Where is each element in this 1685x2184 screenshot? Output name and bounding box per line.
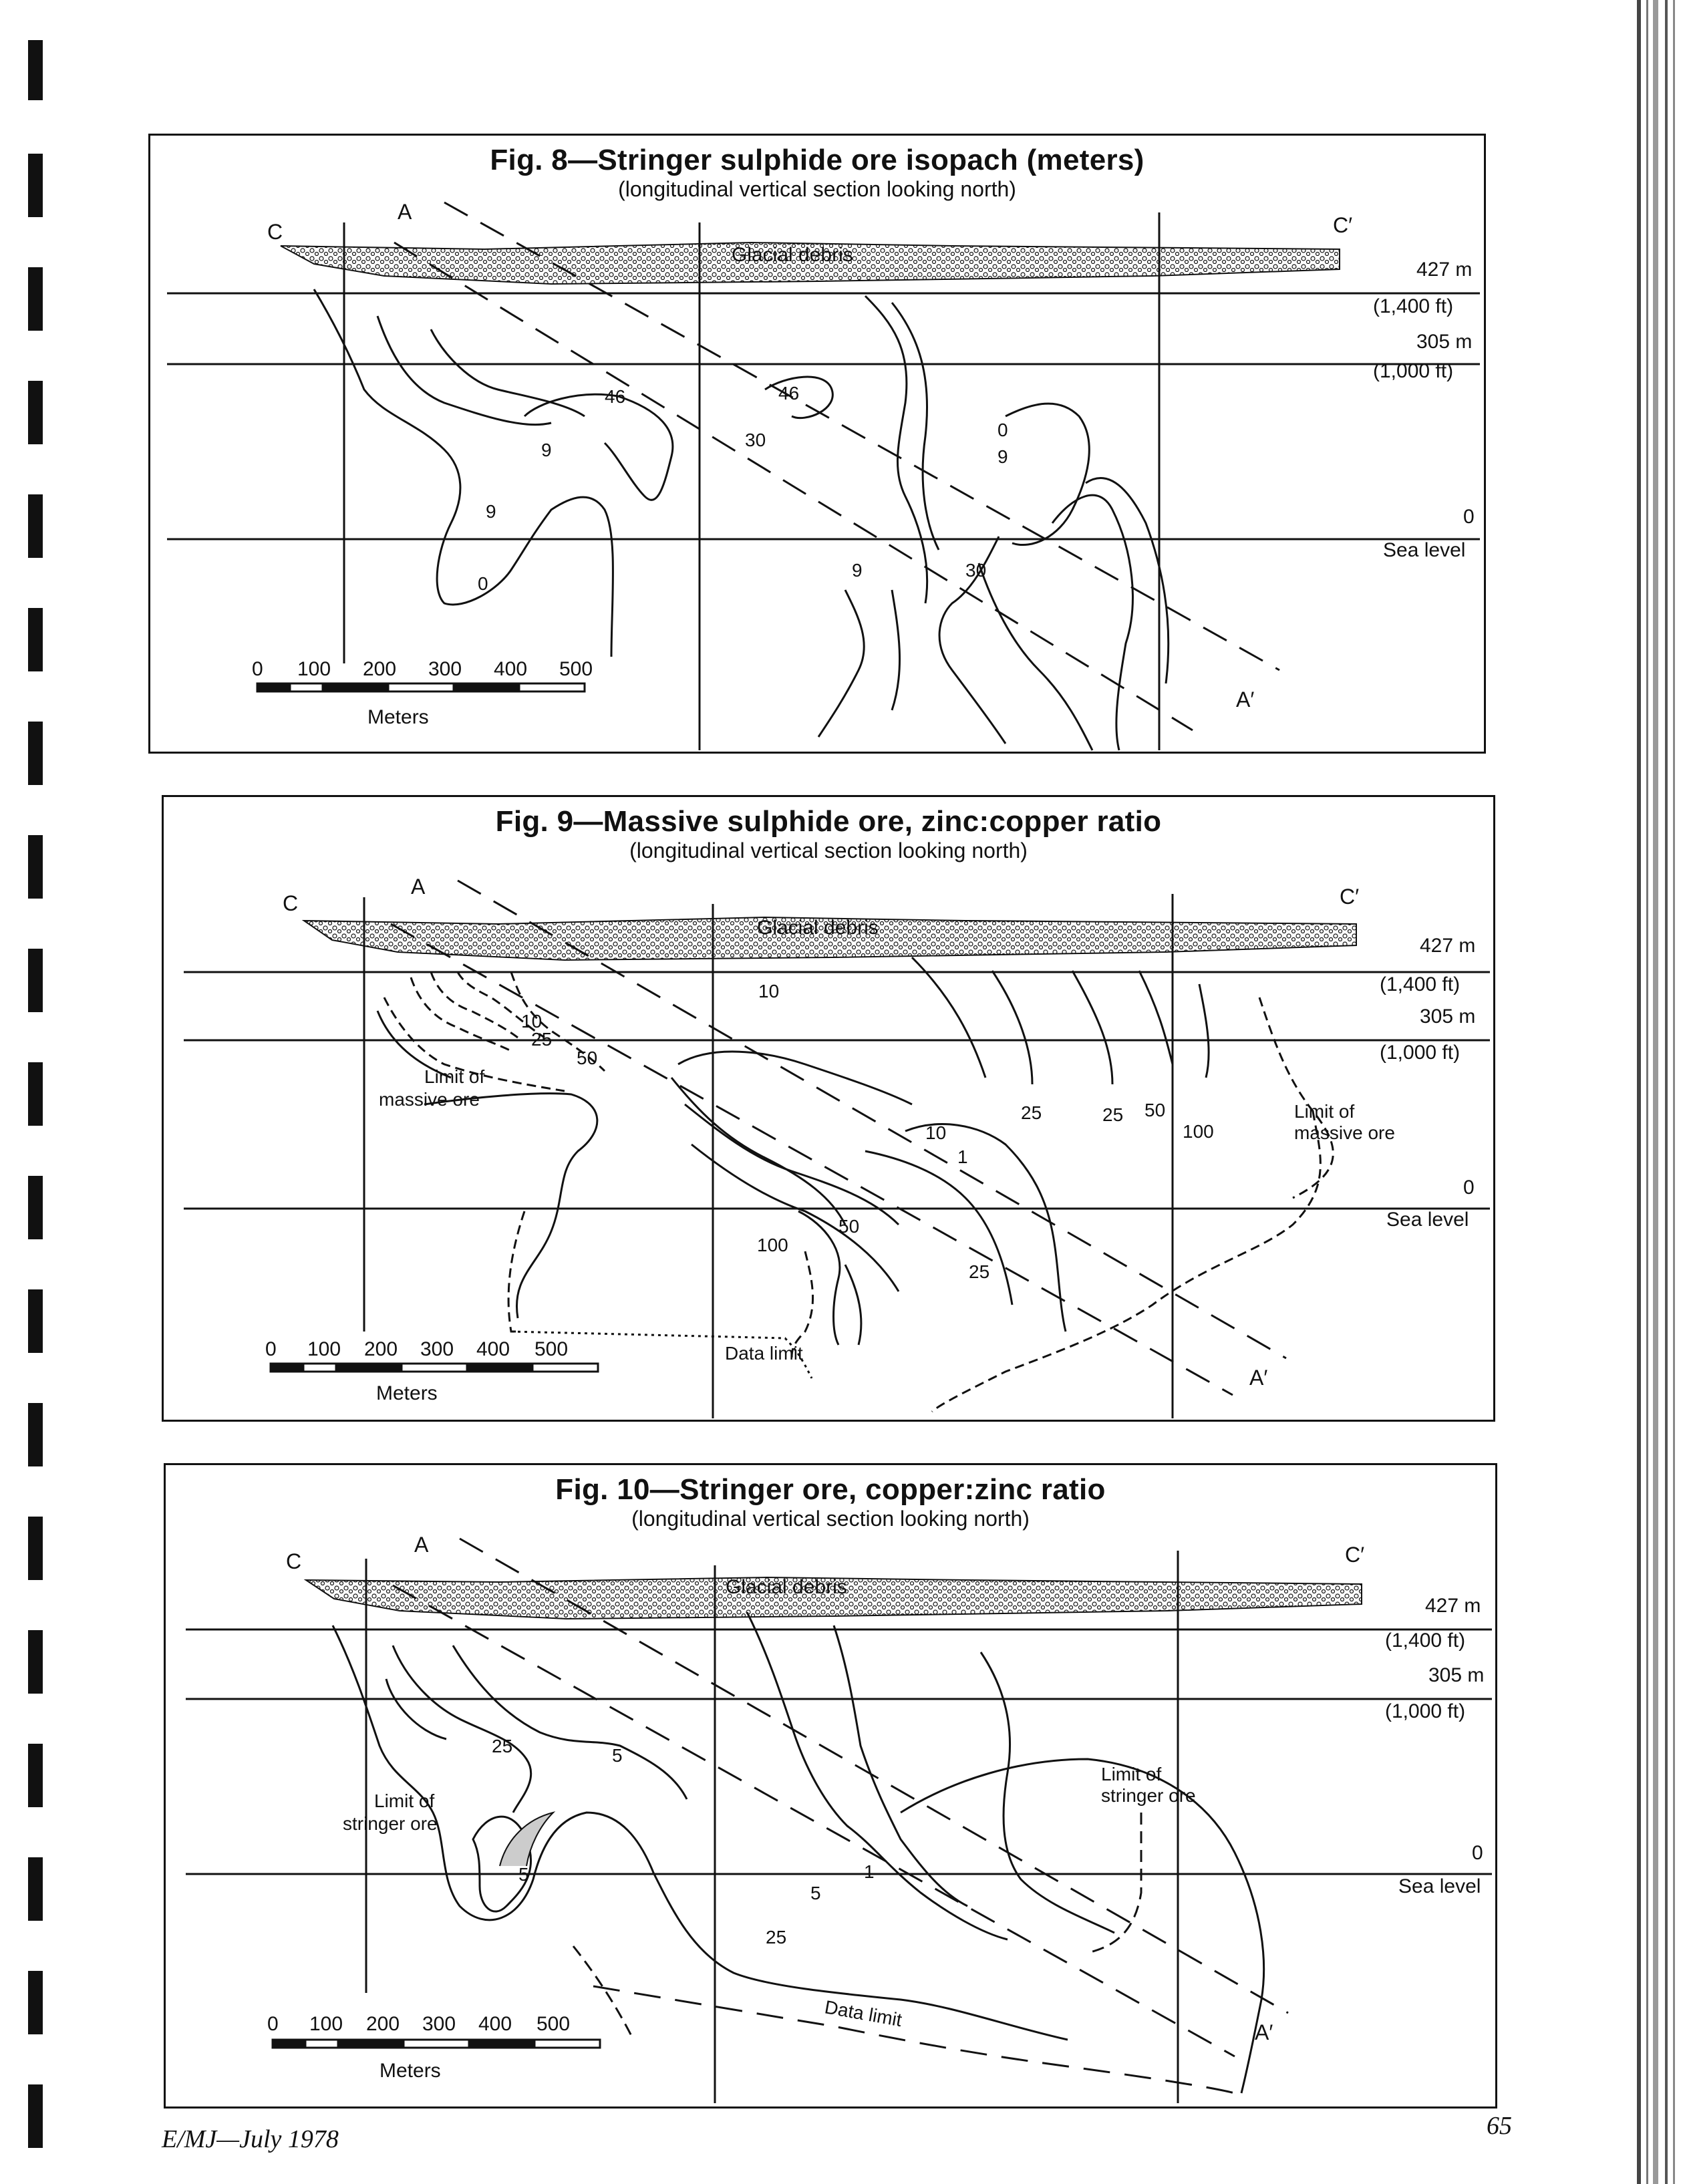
elevation-sea-level: Sea level [1398, 1875, 1481, 1897]
annotation-limit-line1: Limit of [374, 1790, 435, 1811]
section-label-a-prime: A′ [1236, 687, 1255, 712]
contour-label: 5 [518, 1864, 529, 1885]
contour-label: 10 [521, 1011, 543, 1032]
figure-9-section [164, 797, 1493, 1420]
figure-10 [164, 1463, 1497, 2109]
scale-tick-500: 500 [534, 1338, 569, 1360]
scale-tick-400: 400 [494, 658, 528, 680]
contour-label: 10 [758, 981, 780, 1001]
footer-journal: E/MJ—July 1978 [162, 2125, 339, 2153]
elevation-305m: 305 m [1428, 1664, 1485, 1686]
contour-label: 9 [541, 440, 552, 460]
scale-tick-300: 300 [420, 1338, 454, 1360]
scale-tick-200: 200 [364, 1338, 398, 1360]
contour-label: 50 [1144, 1100, 1166, 1120]
elevation-sea-zero: 0 [1463, 1177, 1475, 1199]
contour-label: 25 [969, 1261, 990, 1282]
scale-tick-400: 400 [478, 2013, 512, 2035]
elevation-1000ft: (1,000 ft) [1380, 1042, 1461, 1064]
elevation-1400ft: (1,400 ft) [1373, 295, 1454, 317]
elevation-sea-level: Sea level [1383, 539, 1466, 561]
elevation-427m: 427 m [1425, 1595, 1481, 1617]
figure-title: Fig. 10—Stringer ore, copper:zinc ratio [555, 1473, 1106, 1506]
scale-tick-300: 300 [422, 2013, 456, 2035]
contour-label: 46 [778, 383, 800, 404]
annotation-limit-line2: massive ore [379, 1089, 480, 1110]
contour-label: 25 [1021, 1102, 1042, 1123]
section-label-a-prime: A′ [1249, 1366, 1268, 1390]
section-label-c-prime: C′ [1345, 1543, 1365, 1567]
contour-label: 25 [1102, 1104, 1124, 1125]
figure-8 [148, 134, 1486, 754]
scale-unit: Meters [379, 2060, 441, 2082]
elevation-305m: 305 m [1420, 1005, 1476, 1028]
contour-label: 50 [577, 1048, 598, 1068]
contour-label: 25 [531, 1029, 553, 1050]
annotation-limit-line1: Limit of [1101, 1764, 1162, 1784]
elevation-305m: 305 m [1416, 331, 1473, 353]
contour-label: 50 [838, 1216, 860, 1237]
section-label-c: C [267, 220, 283, 244]
scale-tick-400: 400 [476, 1338, 510, 1360]
contour-label: 9 [852, 560, 863, 581]
section-label-c: C [286, 1549, 302, 1573]
figure-8-section [150, 136, 1484, 752]
page-edge-shadow [1630, 0, 1685, 2184]
scale-tick-0: 0 [265, 1338, 277, 1360]
annotation-limit-line2: stringer ore [1101, 1785, 1196, 1806]
figure-9 [162, 795, 1495, 1422]
figure-subtitle: (longitudinal vertical section looking north) [618, 177, 1016, 201]
scale-bar-8 [257, 683, 585, 691]
contour-label: 30 [965, 560, 987, 581]
figure-subtitle: (longitudinal vertical section looking north) [629, 838, 1028, 863]
elevation-427m: 427 m [1420, 935, 1476, 957]
elevation-sea-level: Sea level [1386, 1209, 1469, 1231]
annotation-limit-line1: Limit of [1294, 1101, 1355, 1122]
elevation-1000ft: (1,000 ft) [1373, 360, 1454, 382]
contour-label: 9 [998, 446, 1008, 467]
annotation-limit-line2: massive ore [1294, 1122, 1395, 1143]
glacial-debris-label: Glacial debris [732, 244, 853, 266]
scale-unit: Meters [376, 1382, 438, 1404]
figure-10-section [166, 1465, 1495, 2107]
scale-tick-300: 300 [428, 658, 462, 680]
annotation-limit-line1: Limit of [424, 1066, 485, 1087]
contour-label: 25 [766, 1927, 787, 1947]
contour-label: 5 [612, 1745, 623, 1766]
scale-tick-500: 500 [559, 658, 593, 680]
section-label-c-prime: C′ [1340, 885, 1360, 909]
scale-tick-500: 500 [537, 2013, 571, 2035]
section-label-c-prime: C′ [1333, 213, 1353, 237]
contour-label: 0 [998, 420, 1008, 440]
scale-bar-10 [273, 2040, 600, 2048]
scale-tick-0: 0 [267, 2013, 279, 2035]
glacial-debris-label: Glacial debris [726, 1576, 847, 1598]
section-label-a: A [398, 200, 412, 224]
figure-title: Fig. 9—Massive sulphide ore, zinc:copper ratio [495, 805, 1162, 838]
elevation-sea-zero: 0 [1463, 506, 1475, 528]
scale-tick-100: 100 [307, 1338, 341, 1360]
figure-subtitle: (longitudinal vertical section looking north) [631, 1507, 1030, 1531]
scale-bar-9 [271, 1364, 598, 1372]
contour-label: 1 [864, 1861, 875, 1882]
section-label-c: C [283, 891, 299, 915]
scale-tick-100: 100 [309, 2013, 343, 2035]
annotation-limit-line2: stringer ore [343, 1813, 438, 1834]
elevation-sea-zero: 0 [1472, 1842, 1483, 1864]
scale-tick-0: 0 [252, 658, 263, 680]
elevation-1400ft: (1,400 ft) [1385, 1629, 1466, 1652]
footer-page-number: 65 [1487, 2112, 1512, 2140]
scale-tick-200: 200 [366, 2013, 400, 2035]
contour-label: 46 [605, 386, 626, 407]
contour-label: 100 [757, 1235, 788, 1255]
contour-label: 5 [810, 1883, 821, 1903]
elevation-1400ft: (1,400 ft) [1380, 973, 1461, 995]
scale-tick-200: 200 [363, 658, 397, 680]
section-label-a: A [414, 1533, 429, 1557]
annotation-data-limit: Data limit [725, 1343, 803, 1364]
contour-label: 0 [478, 573, 488, 594]
contour-label: 9 [486, 501, 496, 522]
contour-label: 25 [492, 1736, 513, 1756]
glacial-debris-label: Glacial debris [757, 917, 879, 939]
section-label-a-prime: A′ [1255, 2020, 1273, 2044]
contour-label: 1 [957, 1146, 968, 1167]
elevation-427m: 427 m [1416, 259, 1473, 281]
scale-unit: Meters [367, 706, 429, 728]
binding-marks [0, 0, 67, 2184]
figure-title: Fig. 8—Stringer sulphide ore isopach (meters) [490, 144, 1144, 176]
contour-label: 10 [925, 1122, 947, 1143]
scale-tick-100: 100 [297, 658, 331, 680]
annotation-data-limit: Data limit [822, 1996, 904, 2031]
section-label-a: A [411, 875, 426, 899]
contour-label: 100 [1183, 1121, 1214, 1142]
elevation-1000ft: (1,000 ft) [1385, 1700, 1466, 1722]
contour-label: 30 [745, 430, 766, 450]
